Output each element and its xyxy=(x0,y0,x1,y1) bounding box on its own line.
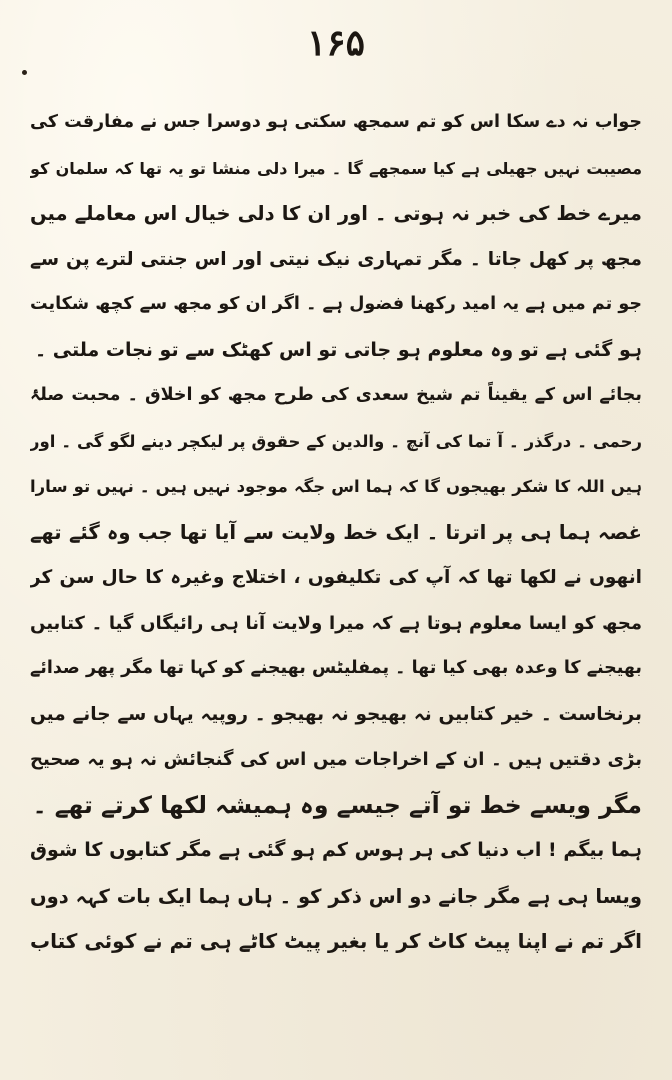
text-line: ویسا ہی ہے مگر جانے دو اس ذکر کو ۔ ہاں ہما ایک بات کہہ دوں xyxy=(30,884,642,908)
text-line: ہما بیگم ! اب دنیا کی ہر ہوس کم ہو گئی ہے مگر کتابوں کا شوق xyxy=(30,839,642,861)
page-number: ۱۶۵ xyxy=(306,22,365,64)
margin-dot xyxy=(22,70,27,75)
text-line: مجھ پر کھل جاتا ۔ مگر تمہاری نیک نیتی اور اس جنتی لترے پن سے xyxy=(30,248,642,270)
text-line: رحمی ۔ درگذر ۔ آ تما کی آنچ ۔ والدین کے حقوق پر لیکچر دینے لگو گی ۔ اور xyxy=(30,431,642,451)
text-line: مجھ کو ایسا معلوم ہوتا ہے کہ میرا ولایت آنا ہی رائیگاں گیا ۔ کتابیں xyxy=(30,612,642,634)
text-line: ہیں اللہ کا شکر بھیجوں گا کہ ہما اس جگہ موجود نہیں ہیں ۔ نہیں تو سارا xyxy=(30,477,642,496)
text-line: بجائے اس کے یقیناً تم شیخ سعدی کی طرح مجھ کو اخلاق ۔ محبت صلۂ xyxy=(30,385,642,405)
text-line: مصیبت نہیں جھیلی ہے کیا سمجھے گا ۔ میرا دلی منشا تو یہ تھا کہ سلمان کو xyxy=(30,158,642,178)
text-line: ہو گئی ہے تو وہ معلوم ہو جاتی تو اس کھٹک سے تو نجات ملتی ۔ xyxy=(35,338,642,361)
text-line: انھوں نے لکھا تھا کہ آپ کی تکلیفوں ، اختلاج وغیرہ کا حال سن کر xyxy=(30,567,642,588)
text-line: جو تم میں ہے یہ امید رکھنا فضول ہے ۔ اگر ان کو مجھ سے کچھ شکایت xyxy=(30,294,642,314)
text-line: اگر تم نے اپنا پیٹ کاٹ کر یا بغیر پیٹ کاٹے ہی تم نے کوئی کتاب xyxy=(30,929,642,953)
text-line: مگر ویسے خط تو آتے جیسے وہ ہمیشہ لکھا کرتے تھے ۔ xyxy=(32,790,642,819)
text-line: بڑی دقتیں ہیں ۔ ان کے اخراجات میں اس کی گنجائش نہ ہو یہ صحیح xyxy=(30,749,642,770)
text-line: بھیجنے کا وعدہ بھی کیا تھا ۔ پمفلیٹس بھیجنے کو کہا تھا مگر پھر صدائے xyxy=(30,658,642,678)
text-body xyxy=(30,100,642,965)
text-line: جواب نہ دے سکا اس کو تم سمجھ سکتی ہو دوسرا جس نے مفارقت کی xyxy=(30,112,642,132)
text-line: برنخاست ۔ خیر کتابیں نہ بھیجو نہ بھیجو ۔ روپیہ یہاں سے جانے میں xyxy=(30,703,642,725)
text-line: میرے خط کی خبر نہ ہوتی ۔ اور ان کا دلی خیال اس معاملے میں xyxy=(30,202,642,225)
text-line: غصہ ہما ہی پر اترتا ۔ ایک خط ولایت سے آیا تھا جب وہ گئے تھے xyxy=(30,520,642,544)
